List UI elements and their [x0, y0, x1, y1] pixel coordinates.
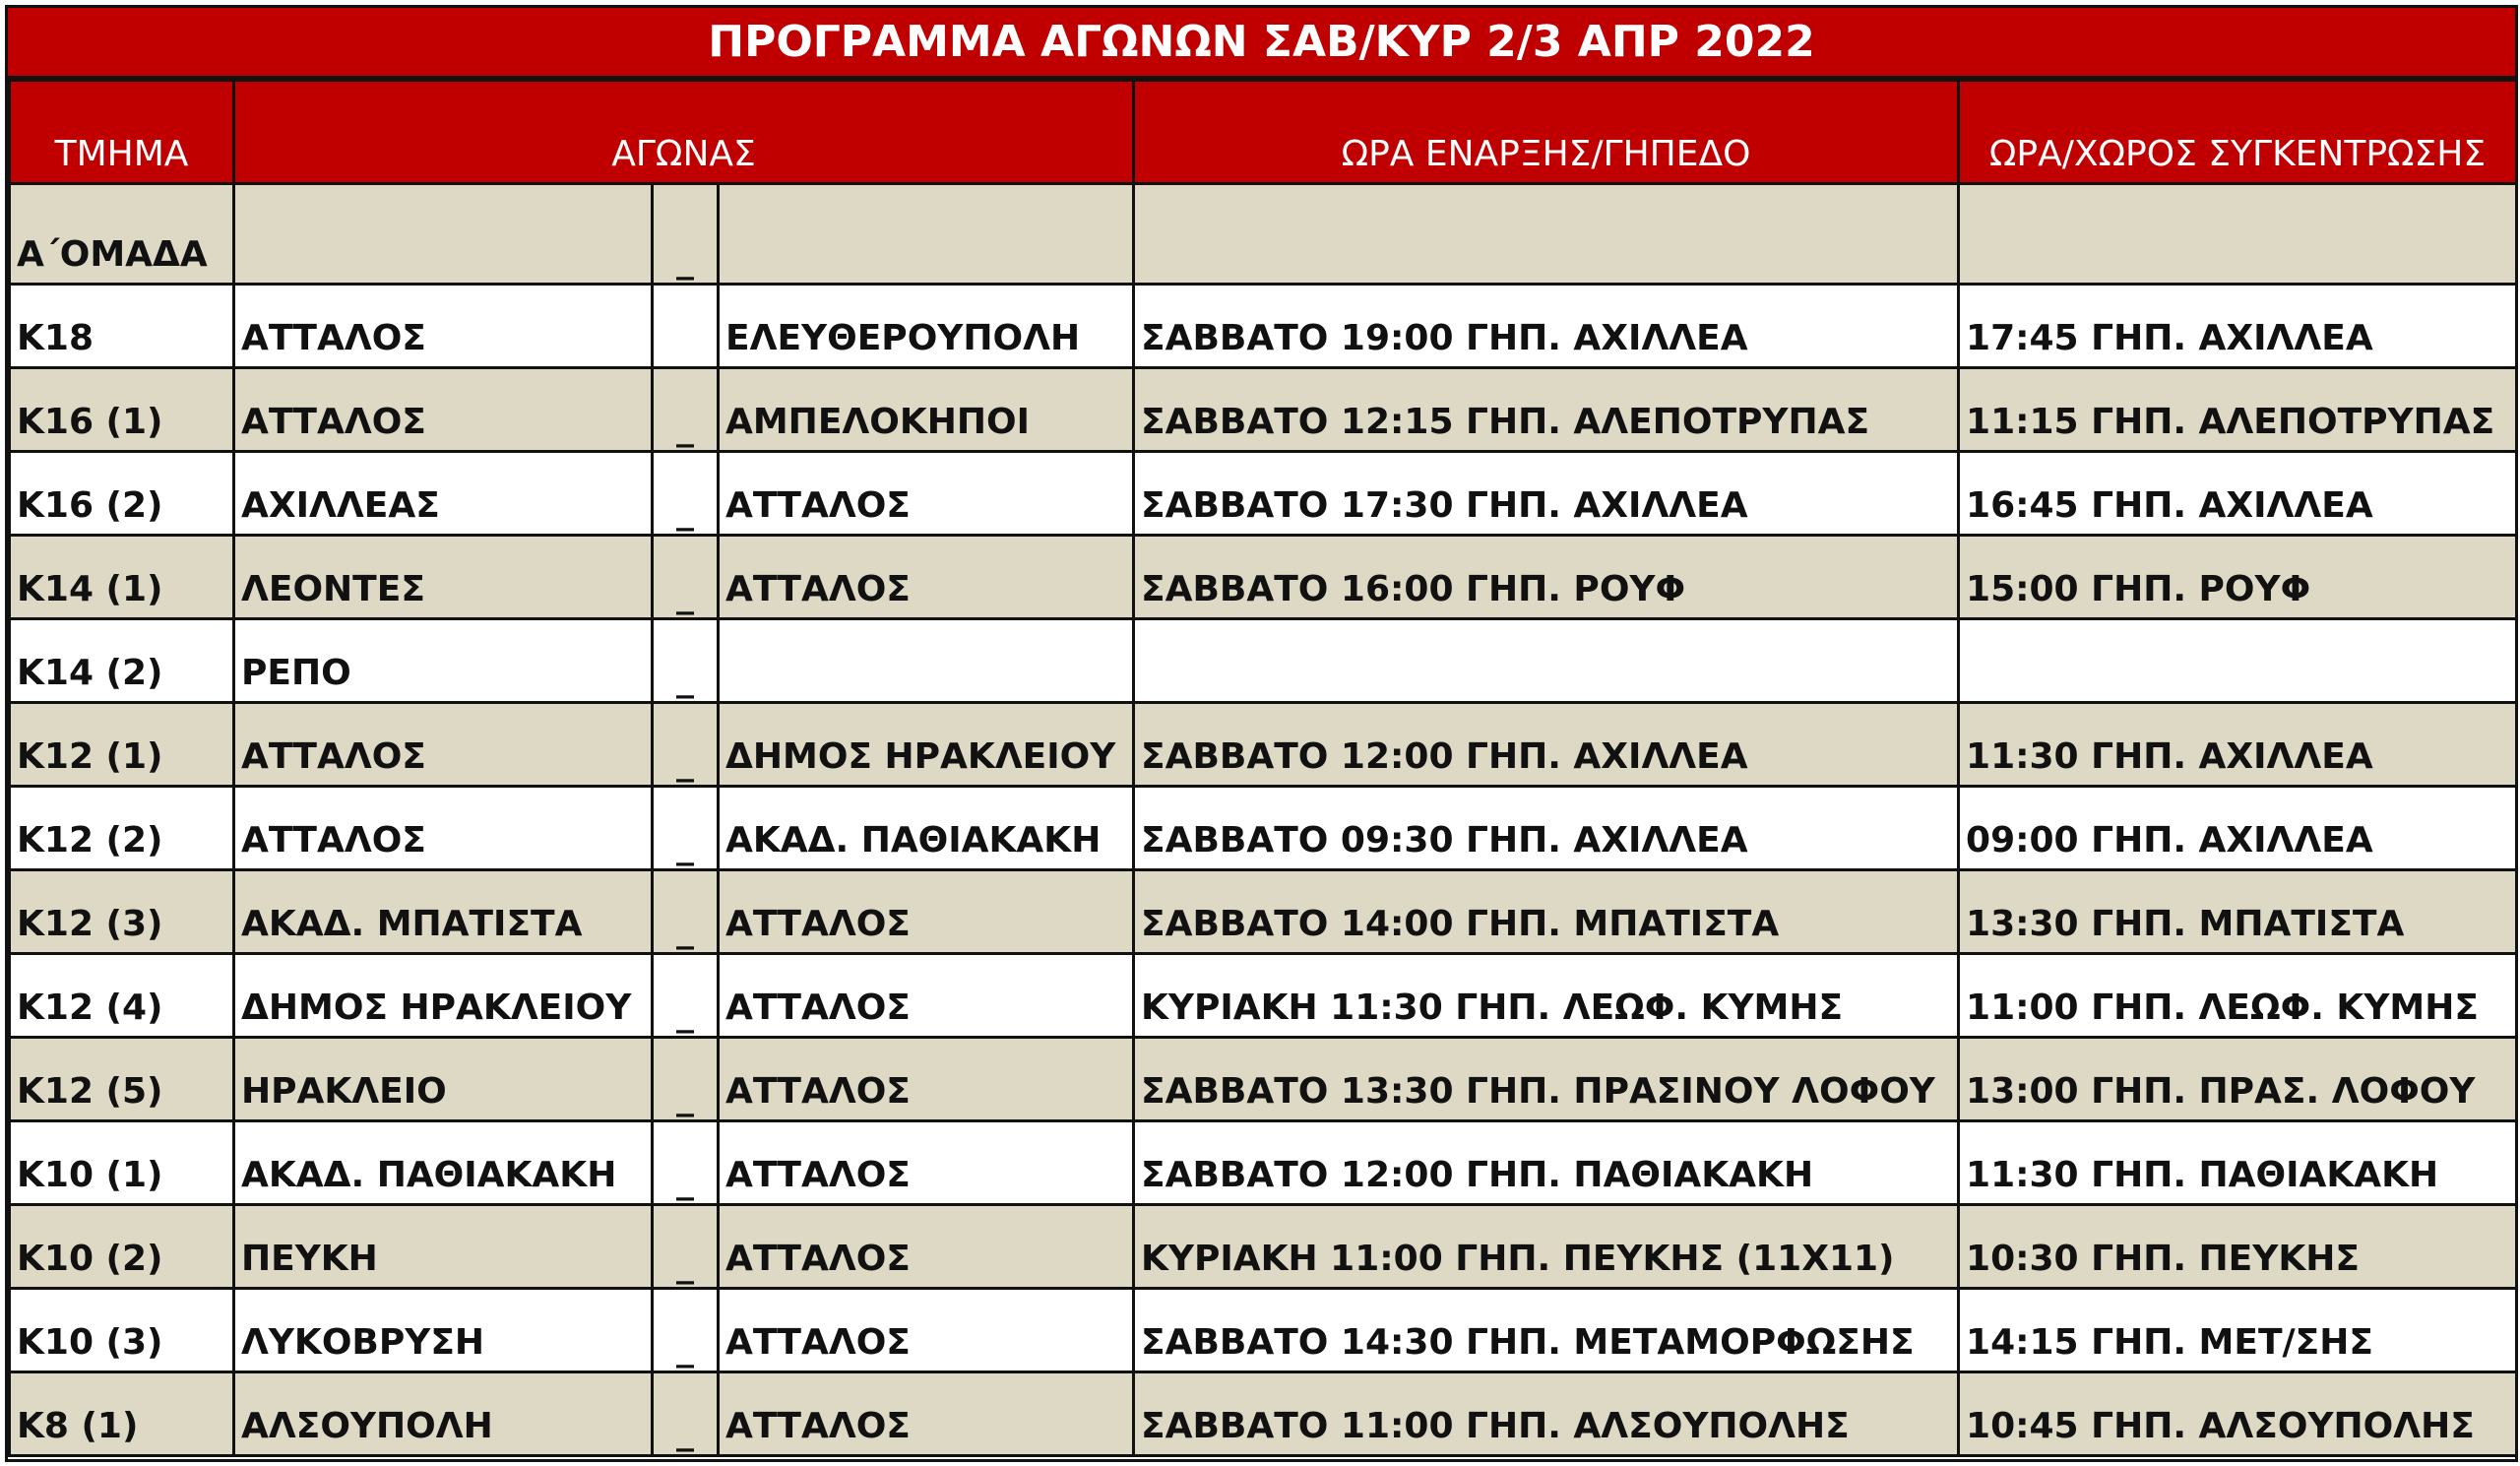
meeting-cell: 14:15 ΓΗΠ. ΜΕΤ/ΣΗΣ [1959, 1289, 2517, 1372]
away-team-cell: ΑΤΤΑΛΟΣ [719, 1289, 1134, 1372]
kickoff-cell: ΣΑΒΒΑΤΟ 19:00 ΓΗΠ. ΑΧΙΛΛΕΑ [1134, 285, 1959, 368]
away-team-cell [719, 184, 1134, 285]
table-row [10, 1289, 2517, 1372]
kickoff-cell [1134, 619, 1959, 703]
section-cell: Α΄ΟΜΑΔΑ [10, 184, 234, 285]
table-row [10, 1372, 2517, 1456]
table-row [10, 368, 2517, 452]
table-row [10, 536, 2517, 619]
away-team-cell [719, 619, 1134, 703]
table-body [10, 184, 2517, 1456]
page-title: ΠΡΟΓΡΑΜΜΑ ΑΓΩΝΩΝ ΣΑΒ/ΚΥΡ 2/3 ΑΠΡ 2022 [8, 8, 2515, 79]
table-row [10, 703, 2517, 787]
header-kickoff: ΩΡΑ ΕΝΑΡΞΗΣ/ΓΗΠΕΔΟ [1134, 81, 1959, 184]
section-cell: Κ14 (1) [10, 536, 234, 619]
home-team-cell: ΛΥΚΟΒΡΥΣΗ [234, 1289, 653, 1372]
section-cell: Κ14 (2) [10, 619, 234, 703]
meeting-cell: 15:00 ΓΗΠ. ΡΟΥΦ [1959, 536, 2517, 619]
away-team-cell: ΑΤΤΑΛΟΣ [719, 1121, 1134, 1205]
home-team-cell: ΔΗΜΟΣ ΗΡΑΚΛΕΙΟΥ [234, 954, 653, 1038]
separator-cell [653, 1121, 719, 1205]
home-team-cell: ΑΤΤΑΛΟΣ [234, 285, 653, 368]
table-row [10, 619, 2517, 703]
separator-cell [653, 1372, 719, 1456]
away-team-cell: ΑΜΠΕΛΟΚΗΠΟΙ [719, 368, 1134, 452]
meeting-cell: 17:45 ΓΗΠ. ΑΧΙΛΛΕΑ [1959, 285, 2517, 368]
separator-dash: _ [676, 408, 694, 448]
away-team-cell: ΑΤΤΑΛΟΣ [719, 1038, 1134, 1121]
separator-cell [653, 619, 719, 703]
separator-dash: _ [676, 742, 694, 783]
separator-cell [653, 452, 719, 536]
table-header [10, 81, 2517, 184]
separator-cell [653, 536, 719, 619]
section-cell: Κ12 (1) [10, 703, 234, 787]
table-row [10, 870, 2517, 954]
separator-cell [653, 285, 719, 368]
section-cell: Κ10 (2) [10, 1205, 234, 1289]
kickoff-cell: ΣΑΒΒΑΤΟ 12:15 ΓΗΠ. ΑΛΕΠΟΤΡΥΠΑΣ [1134, 368, 1959, 452]
kickoff-cell [1134, 184, 1959, 285]
separator-cell [653, 184, 719, 285]
separator-dash: _ [676, 1412, 694, 1452]
kickoff-cell: ΣΑΒΒΑΤΟ 11:00 ΓΗΠ. ΑΛΣΟΥΠΟΛΗΣ [1134, 1372, 1959, 1456]
header-meeting: ΩΡΑ/ΧΩΡΟΣ ΣΥΓΚΕΝΤΡΩΣΗΣ [1959, 81, 2517, 184]
kickoff-cell: ΣΑΒΒΑΤΟ 14:00 ΓΗΠ. ΜΠΑΤΙΣΤΑ [1134, 870, 1959, 954]
away-team-cell: ΑΚΑΔ. ΠΑΘΙΑΚΑΚΗ [719, 787, 1134, 870]
section-cell: Κ8 (1) [10, 1372, 234, 1456]
meeting-cell: 11:30 ΓΗΠ. ΑΧΙΛΛΕΑ [1959, 703, 2517, 787]
home-team-cell: ΑΤΤΑΛΟΣ [234, 368, 653, 452]
section-cell: Κ12 (3) [10, 870, 234, 954]
home-team-cell: ΛΕΟΝΤΕΣ [234, 536, 653, 619]
kickoff-cell: ΣΑΒΒΑΤΟ 09:30 ΓΗΠ. ΑΧΙΛΛΕΑ [1134, 787, 1959, 870]
header-match: ΑΓΩΝΑΣ [234, 81, 1134, 184]
table-row [10, 1205, 2517, 1289]
separator-cell [653, 368, 719, 452]
meeting-cell [1959, 619, 2517, 703]
away-team-cell: ΔΗΜΟΣ ΗΡΑΚΛΕΙΟΥ [719, 703, 1134, 787]
table-row [10, 954, 2517, 1038]
home-team-cell: ΑΧΙΛΛΕΑΣ [234, 452, 653, 536]
schedule-sheet [5, 5, 2518, 1462]
meeting-cell: 09:00 ΓΗΠ. ΑΧΙΛΛΕΑ [1959, 787, 2517, 870]
away-team-cell: ΑΤΤΑΛΟΣ [719, 870, 1134, 954]
kickoff-cell: ΣΑΒΒΑΤΟ 13:30 ΓΗΠ. ΠΡΑΣΙΝΟΥ ΛΟΦΟΥ [1134, 1038, 1959, 1121]
section-cell: Κ12 (5) [10, 1038, 234, 1121]
separator-dash: _ [676, 826, 694, 866]
meeting-cell: 10:30 ΓΗΠ. ΠΕΥΚΗΣ [1959, 1205, 2517, 1289]
table-row [10, 1038, 2517, 1121]
home-team-cell: ΗΡΑΚΛΕΙΟ [234, 1038, 653, 1121]
away-team-cell: ΑΤΤΑΛΟΣ [719, 1205, 1134, 1289]
away-team-cell: ΑΤΤΑΛΟΣ [719, 1372, 1134, 1456]
section-cell: Κ12 (4) [10, 954, 234, 1038]
separator-cell [653, 703, 719, 787]
separator-cell [653, 1289, 719, 1372]
meeting-cell: 10:45 ΓΗΠ. ΑΛΣΟΥΠΟΛΗΣ [1959, 1372, 2517, 1456]
separator-cell [653, 954, 719, 1038]
group-row [10, 184, 2517, 285]
home-team-cell: ΑΛΣΟΥΠΟΛΗ [234, 1372, 653, 1456]
separator-dash: _ [676, 1328, 694, 1369]
separator-dash: _ [676, 993, 694, 1034]
separator-dash: _ [676, 1244, 694, 1285]
separator-cell [653, 1205, 719, 1289]
home-team-cell: ΡΕΠΟ [234, 619, 653, 703]
away-team-cell: ΑΤΤΑΛΟΣ [719, 954, 1134, 1038]
separator-dash: _ [676, 1161, 694, 1201]
section-cell: Κ16 (1) [10, 368, 234, 452]
separator-dash: _ [676, 240, 694, 281]
section-cell: Κ16 (2) [10, 452, 234, 536]
separator-dash: _ [676, 659, 694, 699]
away-team-cell: ΑΤΤΑΛΟΣ [719, 536, 1134, 619]
section-cell: Κ10 (1) [10, 1121, 234, 1205]
meeting-cell: 11:00 ΓΗΠ. ΛΕΩΦ. ΚΥΜΗΣ [1959, 954, 2517, 1038]
away-team-cell: ΑΤΤΑΛΟΣ [719, 452, 1134, 536]
schedule-table [8, 79, 2518, 1457]
separator-dash: _ [676, 910, 694, 950]
home-team-cell: ΑΚΑΔ. ΜΠΑΤΙΣΤΑ [234, 870, 653, 954]
separator-cell [653, 870, 719, 954]
meeting-cell: 16:45 ΓΗΠ. ΑΧΙΛΛΕΑ [1959, 452, 2517, 536]
home-team-cell: ΠΕΥΚΗ [234, 1205, 653, 1289]
kickoff-cell: ΣΑΒΒΑΤΟ 12:00 ΓΗΠ. ΑΧΙΛΛΕΑ [1134, 703, 1959, 787]
meeting-cell: 13:30 ΓΗΠ. ΜΠΑΤΙΣΤΑ [1959, 870, 2517, 954]
separator-dash: _ [676, 1077, 694, 1117]
kickoff-cell: ΣΑΒΒΑΤΟ 14:30 ΓΗΠ. ΜΕΤΑΜΟΡΦΩΣΗΣ [1134, 1289, 1959, 1372]
separator-dash: _ [676, 491, 694, 532]
header-section: ΤΜΗΜΑ [10, 81, 234, 184]
home-team-cell: ΑΤΤΑΛΟΣ [234, 787, 653, 870]
separator-cell [653, 1038, 719, 1121]
away-team-cell: ΕΛΕΥΘΕΡΟΥΠΟΛΗ [719, 285, 1134, 368]
table-row [10, 1121, 2517, 1205]
home-team-cell [234, 184, 653, 285]
kickoff-cell: ΚΥΡΙΑΚΗ 11:00 ΓΗΠ. ΠΕΥΚΗΣ (11Χ11) [1134, 1205, 1959, 1289]
kickoff-cell: ΣΑΒΒΑΤΟ 17:30 ΓΗΠ. ΑΧΙΛΛΕΑ [1134, 452, 1959, 536]
home-team-cell: ΑΤΤΑΛΟΣ [234, 703, 653, 787]
meeting-cell: 11:30 ΓΗΠ. ΠΑΘΙΑΚΑΚΗ [1959, 1121, 2517, 1205]
home-team-cell: ΑΚΑΔ. ΠΑΘΙΑΚΑΚΗ [234, 1121, 653, 1205]
kickoff-cell: ΣΑΒΒΑΤΟ 16:00 ΓΗΠ. ΡΟΥΦ [1134, 536, 1959, 619]
kickoff-cell: ΚΥΡΙΑΚΗ 11:30 ΓΗΠ. ΛΕΩΦ. ΚΥΜΗΣ [1134, 954, 1959, 1038]
meeting-cell [1959, 184, 2517, 285]
separator-dash: _ [676, 575, 694, 615]
separator-cell [653, 787, 719, 870]
table-row [10, 285, 2517, 368]
kickoff-cell: ΣΑΒΒΑΤΟ 12:00 ΓΗΠ. ΠΑΘΙΑΚΑΚΗ [1134, 1121, 1959, 1205]
section-cell: Κ12 (2) [10, 787, 234, 870]
separator-dash [654, 362, 717, 366]
section-cell: Κ10 (3) [10, 1289, 234, 1372]
section-cell: Κ18 [10, 285, 234, 368]
meeting-cell: 13:00 ΓΗΠ. ΠΡΑΣ. ΛΟΦΟΥ [1959, 1038, 2517, 1121]
meeting-cell: 11:15 ΓΗΠ. ΑΛΕΠΟΤΡΥΠΑΣ [1959, 368, 2517, 452]
table-row [10, 452, 2517, 536]
table-row [10, 787, 2517, 870]
